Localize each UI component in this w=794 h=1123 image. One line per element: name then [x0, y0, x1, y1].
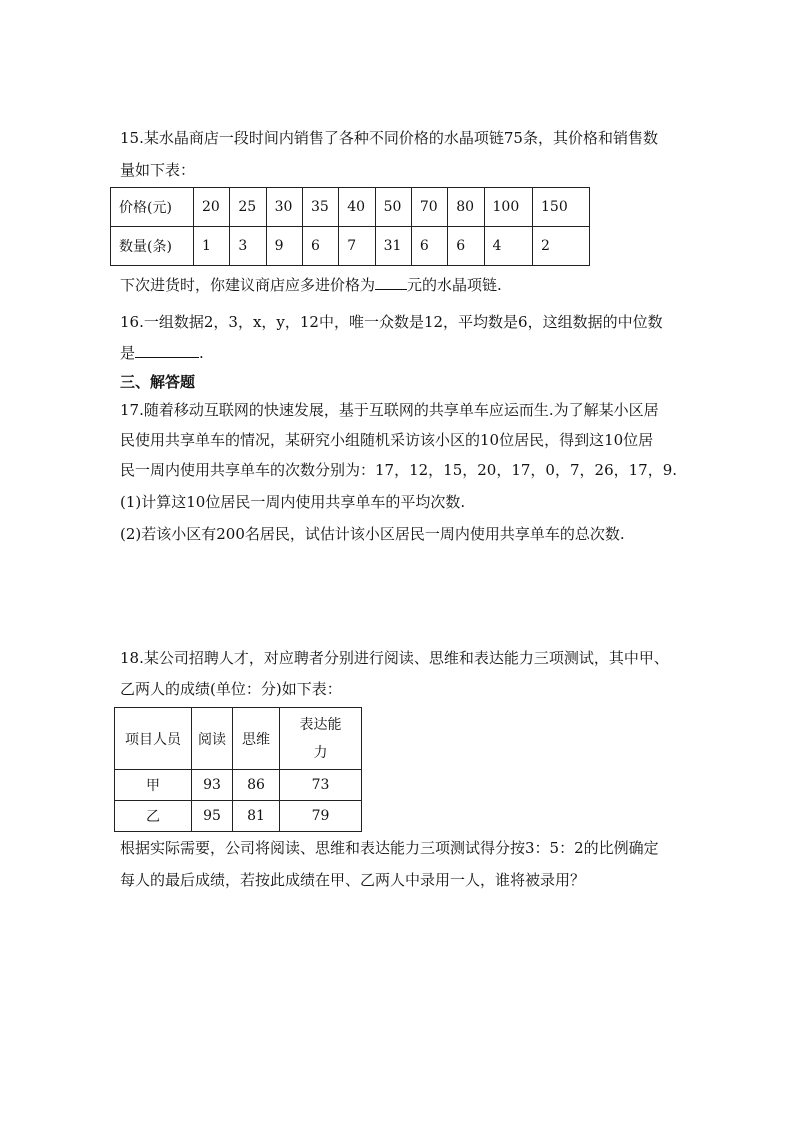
table-cell: 20: [194, 188, 230, 227]
answer-blank: [135, 342, 199, 358]
table-cell: 80: [448, 188, 484, 227]
table-cell: 93: [192, 770, 233, 801]
q18-line1: 18.某公司招聘人才，对应聘者分别进行阅读、思维和表达能力三项测试，其中甲、: [120, 649, 669, 667]
table-cell: 价格(元): [111, 188, 194, 227]
q16-line2-prefix: 是: [120, 344, 136, 362]
table-row: [111, 227, 590, 266]
table-cell: 40: [339, 188, 375, 227]
table-cell: 9: [266, 227, 302, 266]
q17-line1: 17.随着移动互联网的快速发展，基于互联网的共享单车应运而生.为了解某小区居: [120, 401, 659, 419]
q15-line2: 量如下表：: [120, 161, 196, 179]
table-cell: 数量(条): [111, 227, 194, 266]
table-cell: 35: [302, 188, 338, 227]
table-cell: 150: [533, 188, 590, 227]
q18-score-table: [114, 707, 362, 832]
table-cell: 81: [233, 801, 280, 832]
q16-line2: [120, 342, 204, 363]
q18-after1: 根据实际需要，公司将阅读、思维和表达能力三项测试得分按3：5：2的比例确定: [120, 839, 659, 857]
table-cell: 25: [230, 188, 266, 227]
table-cell: 50: [375, 188, 411, 227]
table-cell: 6: [448, 227, 484, 266]
table-cell: 30: [266, 188, 302, 227]
table-cell: 100: [484, 188, 533, 227]
table-cell: 1: [194, 227, 230, 266]
section-title: 三、解答题: [120, 373, 196, 391]
q17-sub2: (2)若该小区有200名居民，试估计该小区居民一周内使用共享单车的总次数.: [120, 525, 625, 543]
q18-after2: 每人的最后成绩，若按此成绩在甲、乙两人中录用一人，谁将被录用？: [120, 871, 586, 889]
table-cell: 项目人员: [115, 708, 192, 770]
header-text: 力: [313, 744, 328, 761]
table-cell: 31: [375, 227, 411, 266]
q15-followup-suffix: 元的水晶项链.: [407, 276, 502, 294]
table-cell: 3: [230, 227, 266, 266]
table-row: [111, 188, 590, 227]
table-cell: 2: [533, 227, 590, 266]
q15-followup-prefix: 下次进货时，你建议商店应多进价格为: [120, 276, 376, 294]
header-text: 表达能: [299, 716, 342, 733]
q15-line1: 15.某水晶商店一段时间内销售了各种不同价格的水晶项链75条，其价格和销售数: [120, 129, 658, 147]
q15-price-table: [110, 187, 590, 266]
q17-line3: 民一周内使用共享单车的次数分别为：17，12，15，20，17，0，7，26，17，9.: [120, 461, 678, 479]
table-cell: 乙: [115, 801, 192, 832]
q17-sub1: (1)计算这10位居民一周内使用共享单车的平均次数.: [120, 493, 466, 511]
q15-followup: [120, 274, 502, 295]
table-cell: 73: [280, 770, 362, 801]
table-cell: 阅读: [192, 708, 233, 770]
table-row: [115, 801, 362, 832]
table-cell: 86: [233, 770, 280, 801]
q16-line1: 16.一组数据2，3，x，y，12中，唯一众数是12，平均数是6，这组数据的中位数: [120, 313, 663, 331]
answer-blank: [375, 274, 407, 290]
table-cell: 4: [484, 227, 533, 266]
table-cell: 70: [411, 188, 447, 227]
table-cell: 甲: [115, 770, 192, 801]
table-cell: 6: [411, 227, 447, 266]
q16-line2-suffix: .: [199, 344, 204, 362]
table-cell: 6: [302, 227, 338, 266]
q18-line2: 乙两人的成绩(单位：分)如下表：: [120, 680, 342, 698]
table-row: [115, 708, 362, 770]
table-cell: 思维: [233, 708, 280, 770]
table-cell: [280, 708, 362, 770]
q17-line2: 民使用共享单车的情况，某研究小组随机采访该小区的10位居民，得到这10位居: [120, 431, 654, 449]
table-row: [115, 770, 362, 801]
table-cell: 95: [192, 801, 233, 832]
table-cell: 7: [339, 227, 375, 266]
table-cell: 79: [280, 801, 362, 832]
